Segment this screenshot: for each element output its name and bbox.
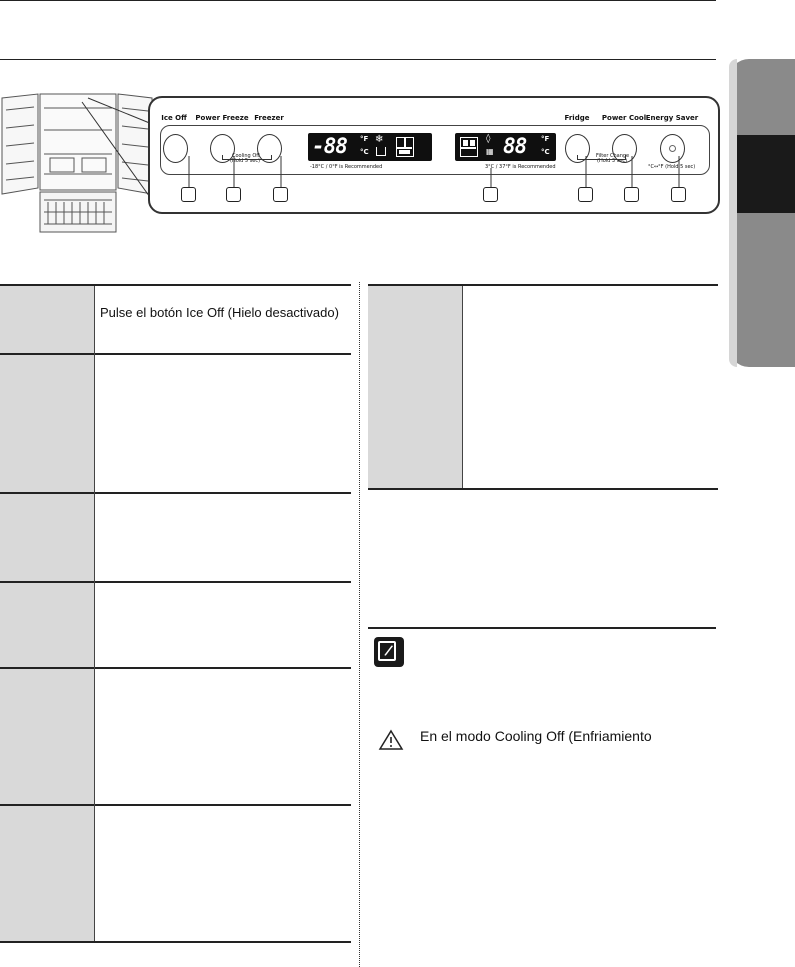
snowflake-icon: ❄: [375, 134, 384, 145]
side-tab-active: [729, 135, 795, 213]
left-table-bottom-rule: [0, 941, 351, 943]
fridge-unit-c: °C: [541, 148, 550, 156]
power-freeze-label: Power Freeze: [195, 114, 249, 122]
left-table-label-cell-2: [0, 355, 94, 492]
filter-change-caption: Filter Change: [596, 153, 630, 159]
left-table-column-divider: [94, 286, 95, 941]
filter-icon: ▦: [486, 147, 494, 156]
freezer-display-digits: -88: [312, 134, 347, 158]
freezer-unit-f: °F: [360, 135, 369, 143]
freezer-recommended-caption: -18°C / 0°F is Recommended: [310, 164, 383, 170]
header-rule-bottom: [0, 59, 716, 60]
side-tab-bottom: [729, 213, 795, 367]
energy-saver-indicator-icon: [669, 145, 676, 152]
callout-box-3: [273, 187, 288, 202]
refrigerator-illustration: [0, 88, 160, 248]
warning-icon: [378, 729, 404, 751]
energy-saver-caption: °C↔°F (Hold 5 sec): [648, 164, 696, 170]
energy-saver-label: Energy Saver: [645, 114, 699, 122]
control-panel: [148, 96, 720, 214]
cooling-off-caption: Cooling Off: [232, 153, 260, 159]
note-rule: [368, 627, 716, 629]
left-table-label-cell-6: [0, 806, 94, 941]
ice-off-button[interactable]: [163, 134, 188, 163]
fridge-display: [455, 133, 556, 161]
cooling-off-hold-caption: (Hold 5 sec): [230, 158, 261, 164]
side-tab-top: [729, 59, 795, 135]
left-table-row-1-text: Pulse el botón Ice Off (Hielo desactivado): [100, 305, 339, 320]
energy-saver-button[interactable]: [660, 134, 685, 163]
filter-change-bracket: [577, 155, 626, 160]
left-table-label-cell-1: [0, 286, 94, 353]
callout-box-7: [671, 187, 686, 202]
water-drop-icon: ◊: [486, 134, 491, 144]
callout-box-2: [226, 187, 241, 202]
fridge-label: Fridge: [564, 114, 590, 122]
power-cool-label: Power Cool: [601, 114, 647, 122]
left-table-label-cell-4: [0, 583, 94, 667]
right-table-bottom-rule: [368, 488, 718, 490]
freezer-compartment-icon: [396, 137, 414, 157]
fridge-recommended-caption: 3°C / 37°F is Recommended: [485, 164, 556, 170]
freezer-unit-c: °C: [360, 148, 369, 156]
callout-box-4: [483, 187, 498, 202]
right-table-label-cell-1: [368, 286, 462, 488]
callout-box-5: [578, 187, 593, 202]
freezer-display: [308, 133, 432, 161]
left-table-label-cell-5: [0, 669, 94, 804]
header-rule-top: [0, 0, 716, 1]
ice-bucket-icon: [376, 147, 386, 156]
fridge-unit-f: °F: [541, 135, 550, 143]
freezer-label: Freezer: [254, 114, 284, 122]
note-icon: /: [374, 637, 404, 667]
ice-off-label: Ice Off: [161, 114, 187, 122]
column-divider: [359, 282, 360, 967]
fridge-display-digits: 88: [503, 134, 527, 158]
callout-box-1: [181, 187, 196, 202]
right-table-column-divider: [462, 286, 463, 488]
fridge-compartment-icon: [460, 137, 478, 157]
warning-text: En el modo Cooling Off (Enfriamiento: [420, 728, 652, 744]
control-panel-illustration: [0, 88, 720, 248]
callout-box-6: [624, 187, 639, 202]
cooling-off-bracket: [222, 155, 272, 160]
filter-change-hold-caption: (Hold 3 sec): [597, 158, 628, 164]
left-table-label-cell-3: [0, 494, 94, 581]
side-tab-shadow: [729, 59, 737, 367]
